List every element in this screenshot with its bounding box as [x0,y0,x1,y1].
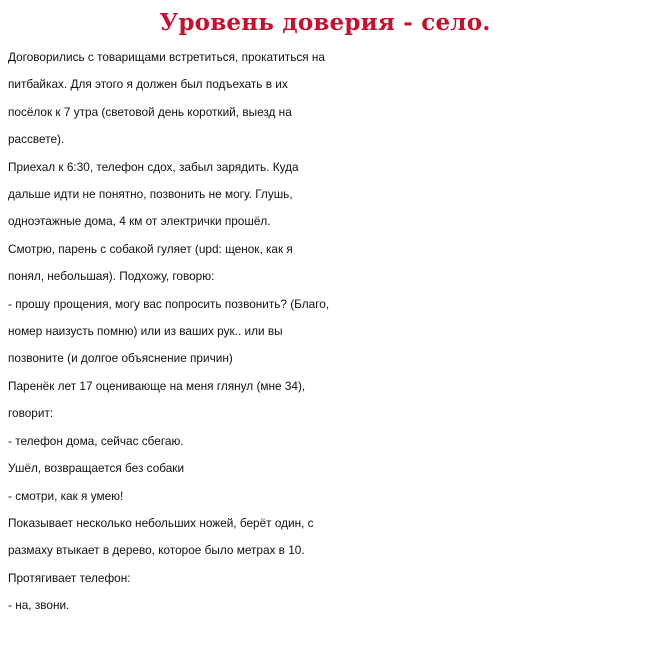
text-line: дальше идти не понятно, позвонить не могу. Глушь, [8,187,293,202]
text-line: Смотрю, парень с собакой гуляет (upd: щенок, как я [8,241,293,256]
post-title: Уровень доверия - село. [159,9,491,36]
text-line: Протягивает телефон: [8,570,131,585]
text-line: Показывает несколько небольших ножей, берёт один, с [8,515,314,530]
text-line: посёлок к 7 утра (световой день короткий, выезд на [8,104,292,119]
text-line: Приехал к 6:30, телефон сдох, забыл зарядить. Куда [8,159,299,174]
post-body [8,44,648,620]
text-line: питбайках. Для этого я должен был подъехать в их [8,77,288,92]
text-line: Ушёл, возвращается без собаки [8,461,185,476]
text-line: - прошу прощения, могу вас попросить позвонить? (Благо, [8,296,330,311]
text-line: номер наизусть помню) или из ваших рук.. или вы [8,324,283,339]
text-line: одноэтажные дома, 4 км от электрички прошёл. [8,214,271,229]
text-line: - телефон дома, сейчас сбегаю. [8,433,184,448]
text-line: понял, небольшая). Подхожу, говорю: [8,269,215,284]
text-line: Паренёк лет 17 оценивающе на меня глянул (мне 34), [8,378,306,393]
text-line: размаху втыкает в дерево, которое было метрах в 10. [8,543,305,558]
text-line: - смотри, как я умею! [8,488,124,503]
text-line: Договорились с товарищами встретиться, прокатиться на [8,50,325,64]
text-line: - на, звони. [8,598,70,613]
text-line: рассвете). [8,132,65,147]
text-line: позвоните (и долгое объяснение причин) [8,351,233,366]
text-line: говорит: [8,406,54,421]
